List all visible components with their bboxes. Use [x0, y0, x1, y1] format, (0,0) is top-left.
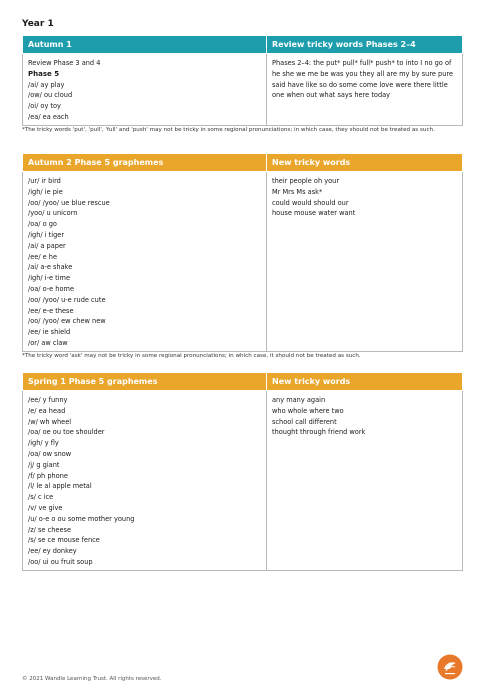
grapheme-line: /s/ se ce mouse fence [28, 536, 100, 545]
copyright: © 2021 Wandle Learning Trust. All rights reserved. [22, 676, 162, 682]
autumn2-tricky-cell [267, 172, 463, 352]
grapheme-line: /w/ wh wheel [28, 417, 72, 426]
grapheme-line: /ee/ ie shield [28, 328, 71, 337]
wandle-logo-icon [437, 654, 463, 680]
grapheme-line: /u/ o-e o ou some mother young [28, 514, 135, 523]
autumn2-graphemes-cell [23, 172, 267, 352]
tricky-word-line: could would should our [272, 198, 349, 207]
footnote-ask: *The tricky word 'ask' may not be tricky in some regional pronunciations; in which case, it should not be treated as such. [22, 353, 361, 359]
grapheme-line: /igh/ ie pie [28, 187, 63, 196]
tricky-word-line: house mouse water want [272, 209, 356, 218]
grapheme-line: /ur/ ir bird [28, 177, 61, 185]
grapheme-line: /l/ le al apple metal [28, 482, 92, 491]
grapheme-line: /j/ g giant [28, 460, 60, 469]
spring1-graphemes-cell [23, 391, 267, 571]
grapheme-line: /ai/ a-e shake [28, 263, 73, 272]
grapheme-line: /ee/ e he [28, 252, 58, 261]
tricky-word-line: any many again [272, 396, 326, 404]
grapheme-line: /oa/ ow snow [28, 449, 72, 458]
grapheme-line: /ai/ a paper [28, 241, 66, 250]
grapheme-line: /f/ ph phone [28, 471, 68, 480]
review-tricky-text: Phases 2–4: the put* pull* full* push* to into I no go of he she we me be was you they all are my by sure pure said have like so do some come love were there little one when out what says here today [272, 59, 454, 100]
grapheme-line: /ee/ e-e these [28, 306, 74, 315]
autumn1-table [22, 35, 463, 126]
tricky-word-line: thought through friend work [272, 428, 366, 437]
grapheme-line: /oa/ o go [28, 220, 57, 229]
grapheme-line: /oo/ ui ou fruit soup [28, 557, 93, 566]
grapheme-line: /or/ aw claw [28, 338, 68, 347]
autumn1-graphemes-cell [23, 54, 267, 126]
review-tricky-cell [267, 54, 463, 126]
spring1-tricky-cell [267, 391, 463, 571]
grapheme-line: /oo/ /yoo/ ew chew new [28, 317, 106, 326]
autumn2-tricky-header: New tricky words [267, 154, 463, 172]
tricky-word-line: school call different [272, 417, 337, 426]
tricky-word-line: who whole where two [272, 406, 344, 415]
grapheme-line: /oa/ oe ou toe shoulder [28, 428, 105, 437]
tricky-word-line: their people oh your [272, 177, 340, 185]
autumn1-line: /ea/ ea each [28, 112, 69, 121]
grapheme-line: /s/ c ice [28, 493, 54, 502]
autumn1-line: Review Phase 3 and 4 [28, 59, 101, 67]
page-heading: Year 1 [22, 19, 54, 29]
autumn1-line: /ai/ ay play [28, 80, 65, 89]
grapheme-line: /ee/ ey donkey [28, 547, 77, 556]
grapheme-line: /igh/ i-e time [28, 274, 70, 283]
grapheme-line: /igh/ i tiger [28, 230, 65, 239]
grapheme-line: /z/ se cheese [28, 525, 71, 534]
grapheme-line: /oo/ /yoo/ u-e rude cute [28, 295, 106, 304]
grapheme-line: /igh/ y fly [28, 439, 59, 448]
autumn1-header: Autumn 1 [23, 36, 267, 54]
grapheme-line: /ee/ y funny [28, 396, 68, 404]
footnote-put-pull: *The tricky words 'put', 'pull', 'full' and 'push' may not be tricky in some regional pronunciations; in which case, they should not be treated as such. [22, 127, 435, 133]
autumn1-line: /ow/ ou cloud [28, 91, 73, 100]
review-tricky-header: Review tricky words Phases 2–4 [267, 36, 463, 54]
grapheme-line: /oo/ /yoo/ ue blue rescue [28, 198, 110, 207]
autumn1-line: /oi/ oy toy [28, 102, 61, 111]
grapheme-line: /v/ ve give [28, 503, 63, 512]
grapheme-line: /e/ ea head [28, 406, 66, 415]
tricky-word-line: Mr Mrs Ms ask* [272, 187, 323, 196]
grapheme-line: /oa/ o-e home [28, 284, 74, 293]
spring1-tricky-header: New tricky words [267, 373, 463, 391]
autumn2-table [22, 153, 463, 352]
autumn2-header: Autumn 2 Phase 5 graphemes [23, 154, 267, 172]
spring1-header: Spring 1 Phase 5 graphemes [23, 373, 267, 391]
autumn1-line: Phase 5 [28, 69, 60, 78]
spring1-table [22, 372, 463, 571]
grapheme-line: /yoo/ u unicorn [28, 209, 78, 218]
